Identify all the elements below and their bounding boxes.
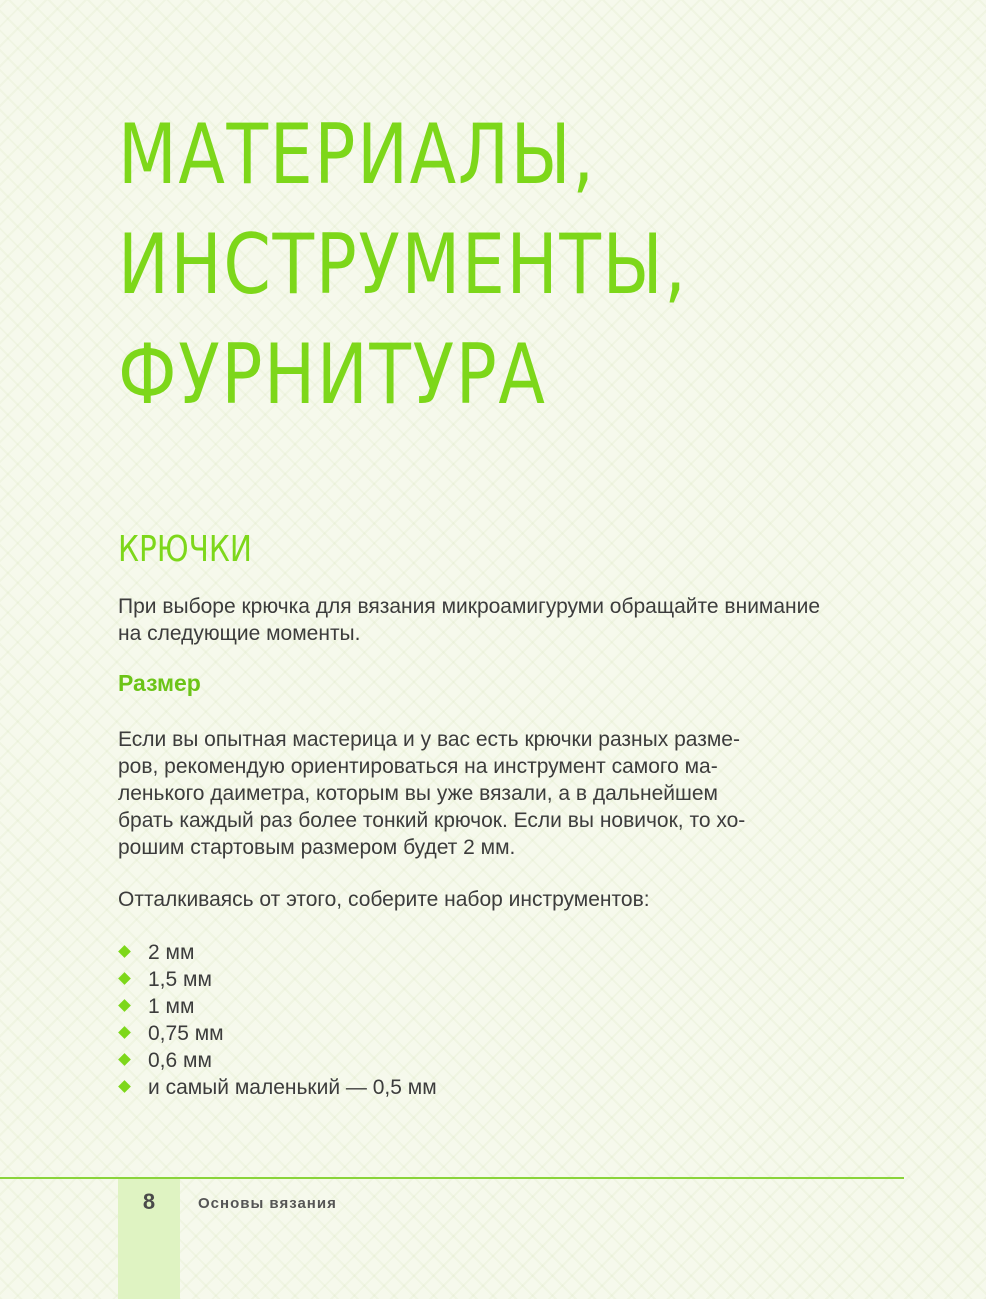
lead-paragraph: Отталкиваясь от этого, соберите набор инструментов: [118, 888, 650, 911]
section-heading: КРЮЧКИ [118, 529, 252, 570]
list-item-label: и самый маленький — 0,5 мм [148, 1076, 437, 1099]
diamond-bullet-icon [118, 1026, 131, 1039]
diamond-bullet-icon [118, 945, 131, 958]
list-item-label: 0,75 мм [148, 1022, 224, 1045]
list-item [118, 966, 437, 993]
list-item-label: 2 мм [148, 941, 195, 964]
list-item [118, 1020, 437, 1047]
title-line: ИНСТРУМЕНТЫ, [118, 216, 688, 313]
list-item [118, 993, 437, 1020]
subheading-size: Размер [118, 670, 201, 696]
diamond-bullet-icon [118, 1080, 131, 1093]
list-item [118, 939, 437, 966]
title-line: МАТЕРИАЛЫ, [118, 106, 596, 203]
page-number-tab [118, 1179, 180, 1299]
title-line: ФУРНИТУРА [118, 326, 547, 423]
diamond-bullet-icon [118, 972, 131, 985]
list-item-label: 0,6 мм [148, 1049, 212, 1072]
list-item-label: 1 мм [148, 995, 195, 1018]
list-item [118, 1047, 437, 1074]
paragraph-line: рошим стартовым размером будет 2 мм. [118, 836, 516, 859]
list-item [118, 1074, 437, 1101]
list-item-label: 1,5 мм [148, 968, 212, 991]
paragraph-line: ленького даиметра, которым вы уже вязали, а в дальнейшем [118, 782, 718, 805]
size-paragraph [118, 726, 848, 861]
diamond-bullet-icon [118, 999, 131, 1012]
paragraph-line: Если вы опытная мастерица и у вас есть крючки разных разме- [118, 728, 740, 751]
running-title: Основы вязания [198, 1195, 337, 1212]
paragraph-line: брать каждый раз более тонкий крючок. Если вы новичок, то хо- [118, 809, 746, 832]
paragraph-line: ров, рекомендую ориентироваться на инструмент самого ма- [118, 755, 718, 778]
page-title [118, 100, 790, 430]
diamond-bullet-icon [118, 1053, 131, 1066]
hook-size-list [118, 939, 437, 1101]
intro-paragraph: При выборе крючка для вязания микроамигуруми обращайте внимание на следующие моменты. [118, 595, 821, 645]
page-number: 8 [142, 1189, 156, 1214]
